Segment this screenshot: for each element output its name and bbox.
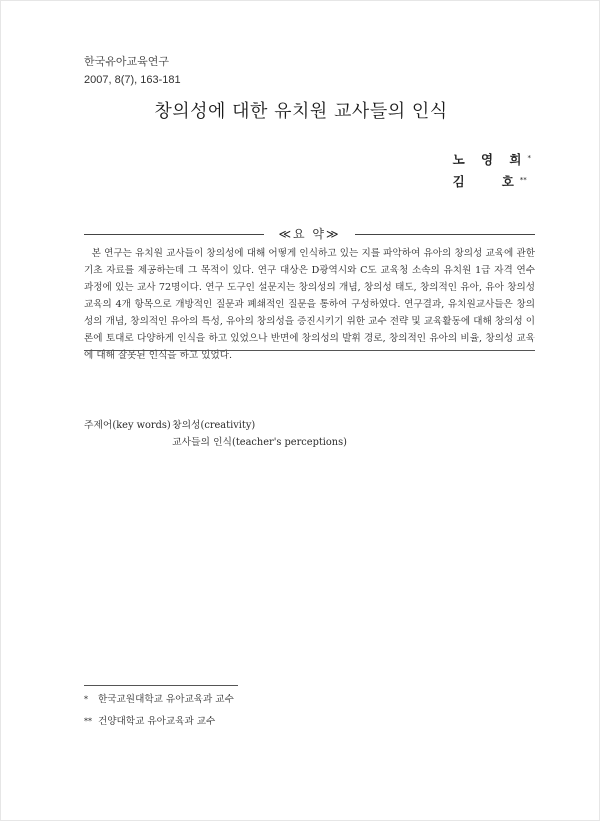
abstract-header (84, 227, 535, 241)
abstract-bottom-rule (84, 350, 535, 351)
author-2 (453, 171, 531, 193)
keyword-item: 창의성(creativity) (172, 420, 256, 431)
abstract-heading: ≪요 약≫ (278, 227, 341, 241)
author-name: 노 영 희 (452, 152, 528, 167)
footnote-item (84, 711, 234, 733)
keyword-item: 교사들의 인식(teacher's perceptions) (172, 437, 347, 448)
author-list (453, 149, 531, 193)
journal-info (84, 53, 181, 89)
abstract-text: 본 연구는 유치원 교사들이 창의성에 대해 어떻게 인식하고 있는 지를 파악하여 유아의 창의성 교육에 관한 기초 자료를 제공하는데 그 목적이 있다. 연구 대상은 D광역시와 C도 교육청 소속의 유치원 1급 자격 연수 과정에 있는 교사 72명이다. 연구 도구인 설문지는 창의성의 개념, 창의성 태도, 창의적인 유아, 유아 창의성 교육의 4개 항목으로 개방적인 질문과 폐쇄적인 질문을 통하여 구성하였다. 연구결과, 유치원교사들은 창의성의 개념, 창의적인 유아의 특성, 유아의 창의성을 증진시키기 위한 교수 전략 및 교육활동에 대해 창의성 이론에 토대로 다양하게 인식을 하고 있었으나 반면에 창의성의 발휘 경로, 창의적인 유아의 비율, 창의성 교육에 대해 잘못된 인식을 하고 있었다. (84, 248, 535, 361)
paper-title: 창의성에 대한 유치원 교사들의 인식 (154, 101, 448, 122)
journal-issue: 2007, 8(7), 163-181 (84, 74, 181, 86)
keywords-label: 주제어(key words) : (84, 420, 178, 431)
footnote-mark: * (84, 695, 88, 704)
author-mark: ** (519, 176, 527, 184)
footnote-text: 한국교원대학교 유아교육과 교수 (98, 694, 234, 705)
author-mark: * (527, 154, 531, 162)
footnotes (84, 689, 234, 733)
journal-name: 한국유아교육연구 (84, 56, 170, 68)
abstract-rule-right (355, 234, 535, 235)
keyword-row (84, 434, 347, 451)
author-name: 김 호 (452, 174, 520, 189)
footnote-item (84, 689, 234, 711)
keywords-block (84, 417, 347, 451)
footnote-text: 건양대학교 유아교육과 교수 (98, 716, 216, 727)
footnote-mark: ** (84, 717, 92, 726)
footnote-rule (84, 685, 238, 686)
keyword-row (84, 417, 347, 434)
author-1 (453, 149, 531, 171)
